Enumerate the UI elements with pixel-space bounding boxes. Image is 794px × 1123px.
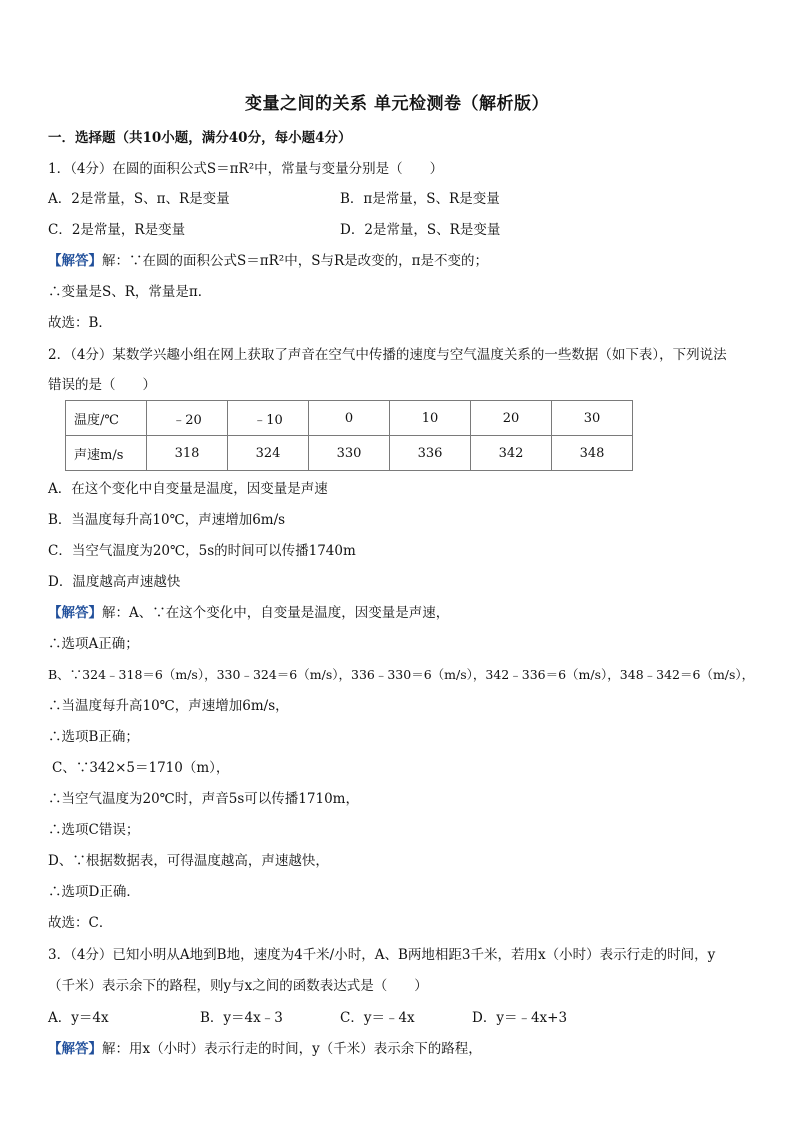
table-cell: 330 [309, 436, 390, 471]
table-cell: 10 [390, 401, 471, 436]
answer-tag: 【解答】 [48, 1041, 102, 1057]
question-2-stem-line-2: 错误的是（ ） [48, 377, 156, 393]
table-row-label: 温度/℃ [66, 401, 147, 436]
question-2-answer-line-1 [48, 603, 449, 623]
question-1-answer-line-1 [48, 251, 488, 271]
question-1-choice: 故选：B． [48, 315, 112, 331]
table-cell: 318 [147, 436, 228, 471]
question-3-option-b: B．y＝4x﹣3 [200, 1010, 283, 1026]
question-1-option-d: D．2是常量，S、R是变量 [340, 222, 501, 238]
question-1-option-b: B．π是常量，S、R是变量 [340, 191, 500, 207]
question-1-stem: 1．（4分）在圆的面积公式S＝πR²中，常量与变量分别是（ ） [48, 161, 444, 177]
answer-text: 解：用x（小时）表示行走的时间，y（千米）表示余下的路程， [102, 1041, 482, 1057]
question-2-answer-line-8: ∴选项C错误； [48, 822, 140, 838]
question-2-answer-line-7: ∴当空气温度为20℃时，声音5s可以传播1710m， [48, 791, 359, 807]
question-1-option-a: A．2是常量，S、π、R是变量 [48, 191, 230, 207]
question-2-option-c: C．当空气温度为20℃，5s的时间可以传播1740m [48, 543, 356, 559]
question-3-option-a: A．y＝4x [48, 1010, 109, 1026]
page-title: 变量之间的关系 单元检测卷（解析版） [245, 94, 549, 114]
table-cell: 324 [228, 436, 309, 471]
question-2-answer-line-2: ∴选项A正确； [48, 636, 139, 652]
question-3-stem-line-1: 3．（4分）已知小明从A地到B地，速度为4千米/小时，A、B两地相距3千米，若用x（小时）表示行走的时间，y [48, 947, 716, 963]
table-cell: 336 [390, 436, 471, 471]
question-2-option-d: D．温度越高声速越快 [48, 574, 181, 590]
table-cell: ﹣20 [147, 401, 228, 436]
question-2-answer-line-6: C、∵342×5＝1710（m）， [52, 760, 230, 776]
question-2-stem-line-1: 2．（4分）某数学兴趣小组在网上获取了声音在空气中传播的速度与空气温度关系的一些数据（如下表），下列说法 [48, 347, 727, 363]
question-3-stem-line-2: （千米）表示余下的路程，则y与x之间的函数表达式是（ ） [48, 978, 428, 994]
question-1-answer-line-2: ∴变量是S、R，常量是π． [48, 284, 212, 300]
table-cell: 20 [471, 401, 552, 436]
question-2-answer-line-4: ∴当温度每升高10℃，声速增加6m/s， [48, 698, 289, 714]
section-heading: 一．选择题（共10小题，满分40分，每小题4分） [48, 130, 352, 146]
table-row [66, 436, 633, 471]
table-row [66, 401, 633, 436]
question-2-answer-line-9: D、∵根据数据表，可得温度越高，声速越快， [48, 853, 329, 869]
answer-text: 解：∵在圆的面积公式S＝πR²中，S与R是改变的，π是不变的； [102, 253, 488, 269]
question-1-option-c: C．2是常量，R是变量 [48, 222, 186, 238]
question-2-option-a: A．在这个变化中自变量是温度，因变量是声速 [48, 481, 328, 497]
answer-tag: 【解答】 [48, 605, 102, 621]
question-3-option-c: C．y＝﹣4x [340, 1010, 415, 1026]
table-cell: 30 [552, 401, 633, 436]
question-3-answer-line-1 [48, 1039, 482, 1059]
table-cell: 342 [471, 436, 552, 471]
temperature-speed-table [65, 400, 633, 471]
question-3-option-d: D．y＝﹣4x+3 [472, 1010, 568, 1026]
table-cell: 348 [552, 436, 633, 471]
question-2-answer-line-3: B、∵324﹣318＝6（m/s），330﹣324＝6（m/s），336﹣330＝6（m/s），342﹣336＝6（m/s），348﹣342＝6（m/s）， [48, 667, 755, 682]
table-row-label: 声速m/s [66, 436, 147, 471]
question-2-answer-line-10: ∴选项D正确． [48, 884, 140, 900]
question-2-option-b: B．当温度每升高10℃，声速增加6m/s [48, 512, 286, 528]
table-cell: 0 [309, 401, 390, 436]
table-cell: ﹣10 [228, 401, 309, 436]
answer-tag: 【解答】 [48, 253, 102, 269]
question-2-choice: 故选：C． [48, 915, 113, 931]
answer-text: 解：A、∵在这个变化中，自变量是温度，因变量是声速， [102, 605, 450, 621]
question-2-answer-line-5: ∴选项B正确； [48, 729, 139, 745]
